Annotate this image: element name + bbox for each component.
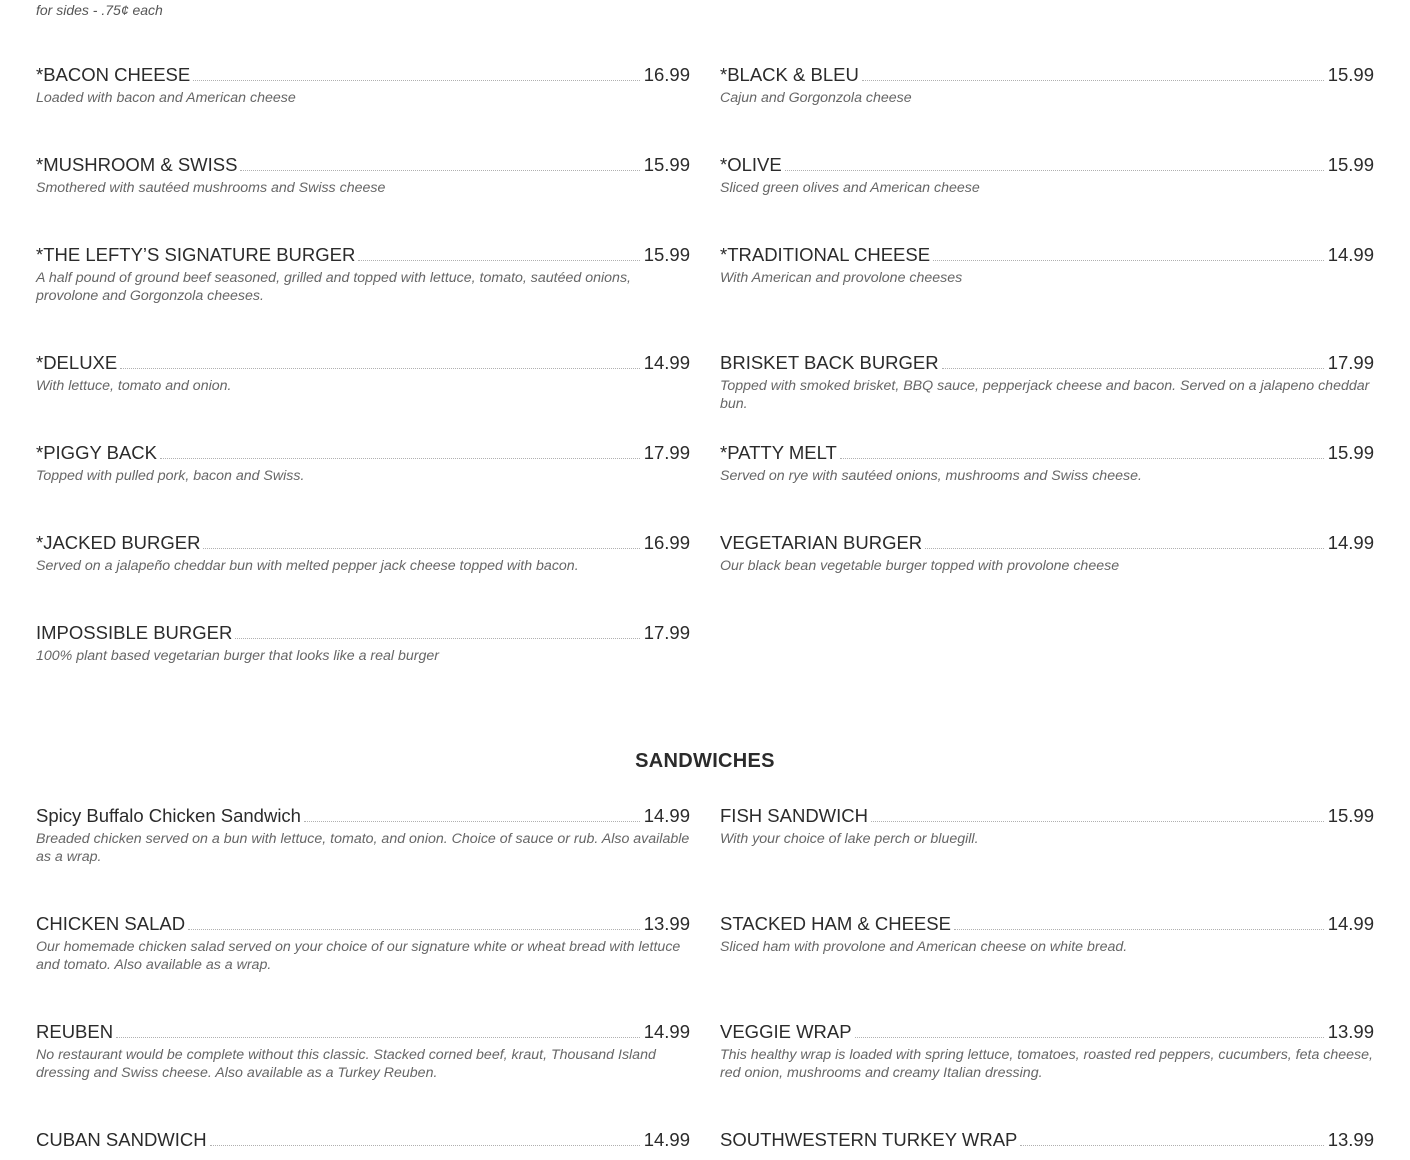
dotted-leader [840,457,1324,459]
item-description: Served on a jalapeño cheddar bun with melted pepper jack cheese topped with bacon. [36,558,579,574]
item-price: 14.99 [1327,532,1374,553]
item-name: *DELUXE [36,352,118,373]
item-name: *BLACK & BLEU [720,64,859,85]
item-description: With American and provolone cheeses [720,270,963,286]
item-name: FISH SANDWICH [720,805,868,826]
item-description: Topped with pulled pork, bacon and Swiss. [36,468,305,484]
item-name: VEGGIE WRAP [720,1021,852,1042]
item-description: Sliced ham with provolone and American cheese on white bread. [720,939,1128,955]
item-description: 100% plant based vegetarian burger that looks like a real burger [36,648,440,664]
menu-item-patty-melt [720,440,1374,485]
dotted-leader [358,259,639,261]
item-price: 15.99 [643,154,690,175]
dotted-leader [1020,1144,1323,1146]
item-price: 14.99 [1327,913,1374,934]
dotted-leader [954,928,1324,930]
item-price: 16.99 [643,64,690,85]
item-price: 17.99 [643,622,690,643]
menu-item-olive [720,152,1374,197]
dotted-leader [193,79,639,81]
item-price: 14.99 [643,1129,690,1150]
item-description: Topped with smoked brisket, BBQ sauce, pepperjack cheese and bacon. Served on a jalapeno cheddar bun. [720,378,1370,412]
item-name: *PATTY MELT [720,442,837,463]
item-description: Cajun and Gorgonzola cheese [720,90,912,106]
item-price: 17.99 [643,442,690,463]
menu-item-fish-sandwich [720,803,1374,848]
item-description: Sliced green olives and American cheese [720,180,980,196]
item-description: Served on rye with sautéed onions, mushrooms and Swiss cheese. [720,468,1142,484]
item-price: 15.99 [1327,64,1374,85]
dotted-leader [116,1036,640,1038]
dotted-leader [785,169,1324,171]
menu-item-traditional-cheese [720,242,1374,287]
item-price: 15.99 [643,244,690,265]
dotted-leader [203,547,639,549]
menu-item-black-bleu [720,62,1374,107]
item-name: *JACKED BURGER [36,532,201,553]
menu-item-signature-burger [36,242,690,305]
dotted-leader [235,637,639,639]
item-description: Loaded with bacon and American cheese [36,90,296,106]
menu-item-jacked-burger [36,530,690,575]
menu-item-mushroom-swiss [36,152,690,197]
menu-item-chicken-salad [36,911,690,974]
dotted-leader [855,1036,1324,1038]
dotted-leader [933,259,1324,261]
item-name: *THE LEFTY’S SIGNATURE BURGER [36,244,356,265]
item-name: SOUTHWESTERN TURKEY WRAP [720,1129,1018,1150]
dotted-leader [210,1144,640,1146]
item-name: *BACON CHEESE [36,64,191,85]
item-price: 13.99 [1327,1021,1374,1042]
section-title-sandwiches: SANDWICHES [635,750,775,772]
dotted-leader [304,820,640,822]
menu-item-southwestern-turkey-wrap [720,1127,1374,1151]
dotted-leader [160,457,640,459]
dotted-leader [188,928,640,930]
dotted-leader [240,169,639,171]
item-price: 13.99 [1327,1129,1374,1150]
menu-item-vegetarian-burger [720,530,1374,575]
menu-item-veggie-wrap [720,1019,1374,1082]
menu-item-brisket-back-burger [720,350,1374,413]
item-price: 16.99 [643,532,690,553]
item-price: 14.99 [643,352,690,373]
item-name: CUBAN SANDWICH [36,1129,207,1150]
item-name: Spicy Buffalo Chicken Sandwich [36,805,301,826]
menu-item-cuban-sandwich [36,1127,690,1151]
item-description: No restaurant would be complete without this classic. Stacked corned beef, kraut, Thousand Island dressing and Swiss cheese. Also available as a Turkey Reuben. [36,1047,656,1081]
item-price: 15.99 [1327,442,1374,463]
item-name: BRISKET BACK BURGER [720,352,939,373]
item-name: *PIGGY BACK [36,442,157,463]
item-name: CHICKEN SALAD [36,913,186,934]
item-price: 14.99 [643,805,690,826]
item-description: Our homemade chicken salad served on your choice of our signature white or wheat bread with lettuce and tomato. Also available as a wrap. [36,939,681,973]
menu-item-stacked-ham-cheese [720,911,1374,956]
menu-item-impossible-burger [36,620,690,665]
menu-item-reuben [36,1019,690,1082]
dotted-leader [925,547,1324,549]
item-description: With your choice of lake perch or bluegill. [720,831,979,847]
dotted-leader [942,367,1324,369]
dotted-leader [120,367,639,369]
menu-item-deluxe [36,350,690,395]
item-description: With lettuce, tomato and onion. [36,378,232,394]
item-price: 15.99 [1327,154,1374,175]
item-description: Breaded chicken served on a bun with lettuce, tomato, and onion. Choice of sauce or rub. Also available as a wrap. [36,831,690,865]
item-name: *OLIVE [720,154,782,175]
menu-item-spicy-buffalo-chicken [36,803,690,866]
sides-note: for sides - .75¢ each [36,2,163,18]
item-price: 14.99 [1327,244,1374,265]
item-price: 13.99 [643,913,690,934]
item-description: This healthy wrap is loaded with spring lettuce, tomatoes, roasted red peppers, cucumbers, feta cheese, red onion, mushrooms and creamy Italian dressing. [720,1047,1373,1081]
item-price: 14.99 [643,1021,690,1042]
item-price: 17.99 [1327,352,1374,373]
menu-item-bacon-cheese [36,62,690,107]
item-name: VEGETARIAN BURGER [720,532,923,553]
menu-item-piggy-back [36,440,690,485]
dotted-leader [871,820,1324,822]
dotted-leader [862,79,1324,81]
item-name: REUBEN [36,1021,114,1042]
item-description: Our black bean vegetable burger topped with provolone cheese [720,558,1120,574]
item-name: STACKED HAM & CHEESE [720,913,951,934]
item-name: IMPOSSIBLE BURGER [36,622,233,643]
item-description: A half pound of ground beef seasoned, grilled and topped with lettuce, tomato, sautéed onions, provolone and Gorgonzola cheeses. [36,270,631,304]
item-price: 15.99 [1327,805,1374,826]
item-description: Smothered with sautéed mushrooms and Swiss cheese [36,180,386,196]
item-name: *MUSHROOM & SWISS [36,154,238,175]
item-name: *TRADITIONAL CHEESE [720,244,931,265]
